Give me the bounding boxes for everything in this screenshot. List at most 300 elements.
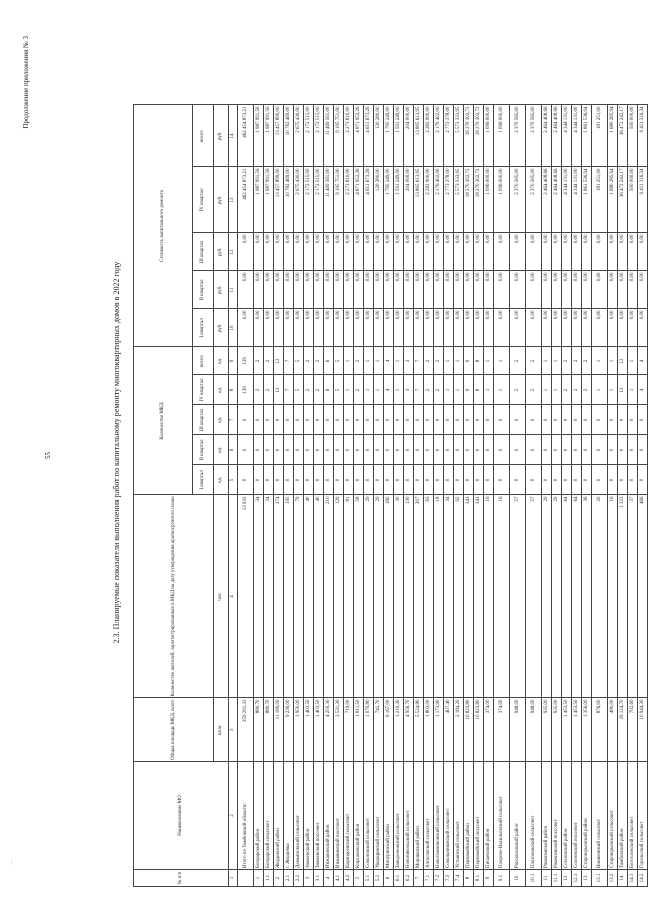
count-q2: 0 <box>344 435 354 465</box>
residents-value: 64 <box>562 495 572 698</box>
cost-q2: 0,00 <box>274 271 284 309</box>
cost-total: 204 000,00 <box>404 105 414 167</box>
table-row <box>314 105 324 887</box>
table-row <box>572 105 582 887</box>
municipality-name: Первомайский поссовет <box>474 762 484 870</box>
header-residents: Количество жителей, зарегистрированных в МКД на дату утверждения краткосрочного плана <box>134 495 214 698</box>
table-row <box>394 105 404 887</box>
count-q1: 0 <box>494 465 510 495</box>
residents-value: 343 <box>474 495 484 698</box>
cost-q4: 4 344 131,00 <box>572 167 582 233</box>
residents-value: 130 <box>404 495 414 698</box>
count-q3: 0 <box>444 405 454 435</box>
count-total: 2 <box>510 347 526 375</box>
count-total: 1 <box>592 347 608 375</box>
residents-value: 207 <box>414 495 424 698</box>
count-q4: 5 <box>334 375 344 405</box>
area-value: 359 291,33 <box>238 698 254 762</box>
table-row <box>454 105 464 887</box>
column-number: 5 <box>229 465 238 495</box>
count-q3: 0 <box>364 405 374 435</box>
cost-q4: 1 795 249,00 <box>384 167 394 233</box>
count-q3: 0 <box>384 405 394 435</box>
cost-q4: 5 573 333,95 <box>454 167 464 233</box>
count-total: 2 <box>264 347 274 375</box>
cost-q2: 0,00 <box>414 271 424 309</box>
count-q3: 0 <box>314 405 324 435</box>
municipality-name: Кирсановский район <box>354 762 364 870</box>
area-value: 11 189,00 <box>274 698 284 762</box>
count-q2: 0 <box>542 435 552 465</box>
cost-q1: 0,00 <box>414 309 424 347</box>
residents-value: 79 <box>294 495 304 698</box>
area-value: 10 823,80 <box>474 698 484 762</box>
count-q3: 0 <box>304 405 314 435</box>
cost-total: 2 370 565,00 <box>526 105 542 167</box>
count-q3: 0 <box>238 405 254 435</box>
count-q1: 0 <box>444 465 454 495</box>
count-total: 2 <box>304 347 314 375</box>
cost-q3: 0,00 <box>414 233 424 271</box>
area-value: 5 524,80 <box>414 698 424 762</box>
header-cost-group: Стоимость капитального ремонта <box>134 105 193 347</box>
count-q4: 1 <box>628 375 638 405</box>
cost-q3: 0,00 <box>294 233 304 271</box>
cost-q2: 0,00 <box>324 271 334 309</box>
count-q3: 0 <box>414 405 424 435</box>
table-row <box>542 105 552 887</box>
municipality-name: Алгасовский сельсовет <box>424 762 434 870</box>
unit-count-total: ед. <box>214 347 229 375</box>
cost-q2: 0,00 <box>294 271 304 309</box>
area-value: 4 956,70 <box>404 698 414 762</box>
cost-q1: 0,00 <box>254 309 264 347</box>
cost-q1: 0,00 <box>354 309 364 347</box>
cost-q4: 13 457 899,00 <box>274 167 284 233</box>
municipality-name: Бондарский район <box>254 762 264 870</box>
count-q3: 0 <box>334 405 344 435</box>
cost-q1: 0,00 <box>314 309 324 347</box>
header-count-q1: I квартал <box>193 465 214 495</box>
cost-total: 500 000,00 <box>628 105 638 167</box>
municipality-name: Уварщинский сельсовет <box>374 762 384 870</box>
municipality-name: Инжавинский поссовет <box>334 762 344 870</box>
count-q2: 0 <box>618 435 628 465</box>
residents-value: 58 <box>354 495 364 698</box>
count-q3: 0 <box>464 405 474 435</box>
cost-q4: 10 782 469,00 <box>284 167 294 233</box>
cost-total: 13 805 613,95 <box>414 105 424 167</box>
cost-q2: 0,00 <box>494 271 510 309</box>
cost-q3: 0,00 <box>552 233 562 271</box>
column-number: 2 <box>229 762 238 870</box>
residents-value: 29 <box>374 495 384 698</box>
row-number: 4 <box>324 870 334 887</box>
cost-q2: 0,00 <box>484 271 494 309</box>
count-total: 4 <box>384 347 394 375</box>
cost-total: 5 573 333,95 <box>454 105 464 167</box>
cost-q2: 0,00 <box>374 271 384 309</box>
cost-q1: 0,00 <box>454 309 464 347</box>
count-q4: 1 <box>394 375 404 405</box>
count-q1: 0 <box>238 465 254 495</box>
count-q1: 0 <box>638 465 648 495</box>
cost-total: 120 280,00 <box>374 105 384 167</box>
cost-q3: 0,00 <box>434 233 444 271</box>
cost-total: 36 472 242,17 <box>618 105 628 167</box>
residents-value: 16 <box>484 495 494 698</box>
count-q2: 0 <box>434 435 444 465</box>
count-q3: 0 <box>572 405 582 435</box>
count-total: 1 <box>484 347 494 375</box>
cost-q4: 120 280,00 <box>374 167 384 233</box>
header-cost-q4: IV квартал <box>193 167 214 233</box>
count-q2: 0 <box>582 435 592 465</box>
municipality-name: Знаменский поссовет <box>314 762 324 870</box>
count-q1: 0 <box>526 465 542 495</box>
municipality-name: Бондарский сельсовет <box>264 762 274 870</box>
count-total: 6 <box>324 347 334 375</box>
table-row <box>638 105 648 887</box>
count-q4: 2 <box>572 375 582 405</box>
cost-q4: 36 472 242,17 <box>618 167 628 233</box>
area-value: 6 167,00 <box>384 698 394 762</box>
count-q4: 1 <box>592 375 608 405</box>
cost-q1: 0,00 <box>434 309 444 347</box>
count-total: 1 <box>394 347 404 375</box>
cost-q1: 0,00 <box>294 309 304 347</box>
cost-total: 2 675 430,00 <box>294 105 304 167</box>
count-total: 12 <box>274 347 284 375</box>
count-q1: 0 <box>592 465 608 495</box>
table-row <box>384 105 394 887</box>
area-value: 29 124,70 <box>618 698 628 762</box>
count-q2: 0 <box>628 435 638 465</box>
count-q3: 0 <box>510 405 526 435</box>
count-total: 1 <box>444 347 454 375</box>
residents-value: 30 <box>394 495 404 698</box>
cost-total: 1 096 000,00 <box>484 105 494 167</box>
count-q2: 0 <box>294 435 304 465</box>
count-q4: 2 <box>526 375 542 405</box>
count-q4: 139 <box>238 375 254 405</box>
appendix-subtitle: Продолжение приложения № 3 <box>22 36 30 129</box>
count-q1: 0 <box>572 465 582 495</box>
count-q1: 0 <box>628 465 638 495</box>
count-q2: 0 <box>314 435 324 465</box>
cost-q2: 0,00 <box>384 271 394 309</box>
table-row <box>592 105 608 887</box>
count-total: 4 <box>638 347 648 375</box>
table-title: 2.3. Планируемые показатели выполнения работ по капитальному ремонту многоквартирных домов в 2022 году <box>112 261 121 644</box>
cost-q1: 0,00 <box>526 309 542 347</box>
residents-value: 16 <box>608 495 618 698</box>
municipality-name: Вишневский сельсовет <box>592 762 608 870</box>
cost-q1: 0,00 <box>542 309 552 347</box>
cost-q3: 0,00 <box>314 233 324 271</box>
residents-value: 466 <box>638 495 648 698</box>
cost-total: 4 344 131,00 <box>572 105 582 167</box>
header-count-q3: III квартал <box>193 405 214 435</box>
row-number: 7.3 <box>444 870 454 887</box>
row-number: 14 <box>618 870 628 887</box>
cost-q2: 0,00 <box>474 271 484 309</box>
area-value: 480,00 <box>608 698 618 762</box>
count-q4: 7 <box>284 375 294 405</box>
cost-total: 9 195 751,00 <box>334 105 344 167</box>
residents-value: 29 <box>542 495 552 698</box>
header-count-group: Количество МКД <box>134 347 193 495</box>
count-q3: 0 <box>294 405 304 435</box>
count-q1: 0 <box>552 465 562 495</box>
row-number <box>238 870 254 887</box>
municipality-name: Новотомниковский сельсовет <box>434 762 444 870</box>
area-value: 1 811,50 <box>354 698 364 762</box>
area-value: 1 356,00 <box>582 698 592 762</box>
cost-q1: 0,00 <box>572 309 582 347</box>
cost-q1: 0,00 <box>394 309 404 347</box>
cost-q4: 2 464 408,66 <box>542 167 552 233</box>
area-value: 876,00 <box>592 698 608 762</box>
cost-q1: 0,00 <box>304 309 314 347</box>
cost-q1: 0,00 <box>494 309 510 347</box>
cost-q3: 0,00 <box>424 233 434 271</box>
residents-value: 29 <box>552 495 562 698</box>
count-q1: 0 <box>582 465 592 495</box>
unit-people: чел. <box>214 495 229 698</box>
cost-q1: 0,00 <box>374 309 384 347</box>
count-q2: 0 <box>334 435 344 465</box>
count-q4: 3 <box>404 375 414 405</box>
municipality-name: Горельский сельсовет <box>638 762 648 870</box>
residents-value: 37 <box>628 495 638 698</box>
cost-q4: 1 987 991,56 <box>254 167 264 233</box>
cost-q4: 1 861 536,94 <box>582 167 592 233</box>
count-total: 1 <box>454 347 464 375</box>
column-number: 10 <box>229 309 238 347</box>
cost-total: 9 411 316,34 <box>638 105 648 167</box>
cost-q4: 2 675 430,00 <box>294 167 304 233</box>
cost-q2: 0,00 <box>238 271 254 309</box>
cost-q3: 0,00 <box>608 233 618 271</box>
row-number: 8.1 <box>474 870 484 887</box>
cost-q2: 0,00 <box>582 271 592 309</box>
cost-q2: 0,00 <box>254 271 264 309</box>
cost-q1: 0,00 <box>618 309 628 347</box>
count-q1: 0 <box>434 465 444 495</box>
residents-value: 40 <box>314 495 324 698</box>
cost-total: 1 987 991,56 <box>264 105 274 167</box>
residents-value: 34 <box>254 495 264 698</box>
municipality-name: Моршанский район <box>414 762 424 870</box>
count-total: 1 <box>494 347 510 375</box>
count-q1: 0 <box>608 465 618 495</box>
residents-value: 274 <box>274 495 284 698</box>
table-row <box>444 105 454 887</box>
cost-q1: 0,00 <box>238 309 254 347</box>
municipality-name: Первомайский район <box>464 762 474 870</box>
table-row <box>404 105 414 887</box>
residents-value: 63 <box>424 495 434 698</box>
column-number: 9 <box>229 347 238 375</box>
cost-q1: 0,00 <box>334 309 344 347</box>
count-total: 1 <box>628 347 638 375</box>
municipality-name: Сокольниковский сельсовет <box>444 762 454 870</box>
unit-count-q4: ед. <box>214 375 229 405</box>
cost-total: 4 344 131,00 <box>562 105 572 167</box>
cost-q1: 0,00 <box>628 309 638 347</box>
table-row <box>484 105 494 887</box>
column-number: 7 <box>229 405 238 435</box>
count-q1: 0 <box>404 465 414 495</box>
count-q2: 0 <box>374 435 384 465</box>
cost-q4: 2 282 900,00 <box>424 167 434 233</box>
cost-q3: 0,00 <box>454 233 464 271</box>
residents-value: 92 <box>454 495 464 698</box>
count-q1: 0 <box>474 465 484 495</box>
count-q2: 0 <box>264 435 274 465</box>
cost-total: 1 096 000,00 <box>494 105 510 167</box>
count-q1: 0 <box>454 465 464 495</box>
area-value: 407,40 <box>444 698 454 762</box>
cost-total: 181 251,00 <box>592 105 608 167</box>
header-cost-q3: III квартал <box>193 233 214 271</box>
cost-q4: 2 464 408,66 <box>552 167 562 233</box>
table-row <box>424 105 434 887</box>
column-number: 11 <box>229 271 238 309</box>
unit-count-q1: ед. <box>214 465 229 495</box>
row-number: 12.1 <box>572 870 582 887</box>
municipality-name: Покрово-Васильевский сельсовет <box>494 762 510 870</box>
row-number: 4.1 <box>334 870 344 887</box>
municipality-name: Богословский сельсовет <box>628 762 638 870</box>
cost-total: 1 795 249,00 <box>384 105 394 167</box>
area-value: 10 944,30 <box>638 698 648 762</box>
count-q1: 0 <box>334 465 344 495</box>
header-cost-q2: II квартал <box>193 271 214 309</box>
cost-q2: 0,00 <box>434 271 444 309</box>
cost-q2: 0,00 <box>314 271 324 309</box>
area-value: 2 184,20 <box>454 698 464 762</box>
count-q2: 0 <box>394 435 404 465</box>
count-q1: 0 <box>304 465 314 495</box>
row-number: 2.1 <box>284 870 294 887</box>
cost-q1: 0,00 <box>364 309 374 347</box>
cost-q4: 1 680 285,94 <box>608 167 618 233</box>
count-q1: 0 <box>464 465 474 495</box>
count-q4: 2 <box>254 375 264 405</box>
table-row <box>304 105 314 887</box>
municipality-name: Заворонежский сельсовет <box>394 762 404 870</box>
row-number: 11.1 <box>552 870 562 887</box>
cost-q3: 0,00 <box>374 233 384 271</box>
municipality-name: Платоновский сельсовет <box>526 762 542 870</box>
area-value: 1 803,00 <box>424 698 434 762</box>
cost-q4: 4 871 952,26 <box>354 167 364 233</box>
area-value: 1 403,50 <box>314 698 324 762</box>
area-value: 1 950,00 <box>294 698 304 762</box>
area-value: 880,70 <box>254 698 264 762</box>
count-q4: 1 <box>484 375 494 405</box>
cost-q2: 0,00 <box>264 271 274 309</box>
row-number: 8 <box>464 870 474 887</box>
count-q2: 0 <box>552 435 562 465</box>
cost-q1: 0,00 <box>582 309 592 347</box>
cost-q1: 0,00 <box>552 309 562 347</box>
cost-q3: 0,00 <box>404 233 414 271</box>
count-q3: 0 <box>264 405 274 435</box>
count-q1: 0 <box>274 465 284 495</box>
column-number: 8 <box>229 375 238 405</box>
residents-value: 210 <box>324 495 334 698</box>
count-q1: 0 <box>394 465 404 495</box>
column-number: 1 <box>229 870 238 887</box>
cost-total: 4 651 673,26 <box>364 105 374 167</box>
cost-q3: 0,00 <box>364 233 374 271</box>
cost-q1: 0,00 <box>384 309 394 347</box>
table-row <box>334 105 344 887</box>
count-q4: 1 <box>608 375 618 405</box>
cost-total: 2 464 408,66 <box>542 105 552 167</box>
cost-q3: 0,00 <box>238 233 254 271</box>
municipality-name: Сосновский район <box>562 762 572 870</box>
count-q1: 0 <box>314 465 324 495</box>
table-row <box>562 105 572 887</box>
cost-q4: 204 000,00 <box>404 167 414 233</box>
cost-q1: 0,00 <box>592 309 608 347</box>
residents-value: 81 <box>344 495 354 698</box>
municipality-name: Демьяновский сельсовет <box>294 762 304 870</box>
cost-q1: 0,00 <box>510 309 526 347</box>
row-number: 5.2 <box>374 870 384 887</box>
count-q4: 7 <box>414 375 424 405</box>
cost-q4: 4 651 673,26 <box>364 167 374 233</box>
count-q4: 1 <box>494 375 510 405</box>
row-number: 3 <box>304 870 314 887</box>
count-q2: 0 <box>608 435 618 465</box>
cost-q2: 0,00 <box>638 271 648 309</box>
table-row <box>618 105 628 887</box>
count-q4: 1 <box>374 375 384 405</box>
area-value: 1 453,50 <box>572 698 582 762</box>
cost-q1: 0,00 <box>562 309 572 347</box>
count-q2: 0 <box>510 435 526 465</box>
header-count-q2: II квартал <box>193 435 214 465</box>
cost-q1: 0,00 <box>474 309 484 347</box>
cost-total: 2 172 515,00 <box>314 105 324 167</box>
municipality-name: Новоникольский сельсовет <box>404 762 414 870</box>
area-value: 1 070,80 <box>364 698 374 762</box>
count-q3: 0 <box>404 405 414 435</box>
cost-q4: 1 096 000,00 <box>494 167 510 233</box>
row-number: 1.1 <box>264 870 274 887</box>
cost-q3: 0,00 <box>474 233 484 271</box>
cost-q3: 0,00 <box>384 233 394 271</box>
cost-q4: 2 370 565,00 <box>510 167 526 233</box>
count-total: 1 <box>552 347 562 375</box>
cost-total: 1 987 991,56 <box>254 105 264 167</box>
cost-q2: 0,00 <box>364 271 374 309</box>
count-q1: 0 <box>354 465 364 495</box>
table-row <box>434 105 444 887</box>
count-q3: 0 <box>284 405 294 435</box>
count-total: 2 <box>562 347 572 375</box>
cost-q3: 0,00 <box>354 233 364 271</box>
municipality-name: Сосновский поссовет <box>572 762 582 870</box>
cost-q2: 0,00 <box>628 271 638 309</box>
row-number: 10 <box>510 870 526 887</box>
count-total: 8 <box>474 347 484 375</box>
